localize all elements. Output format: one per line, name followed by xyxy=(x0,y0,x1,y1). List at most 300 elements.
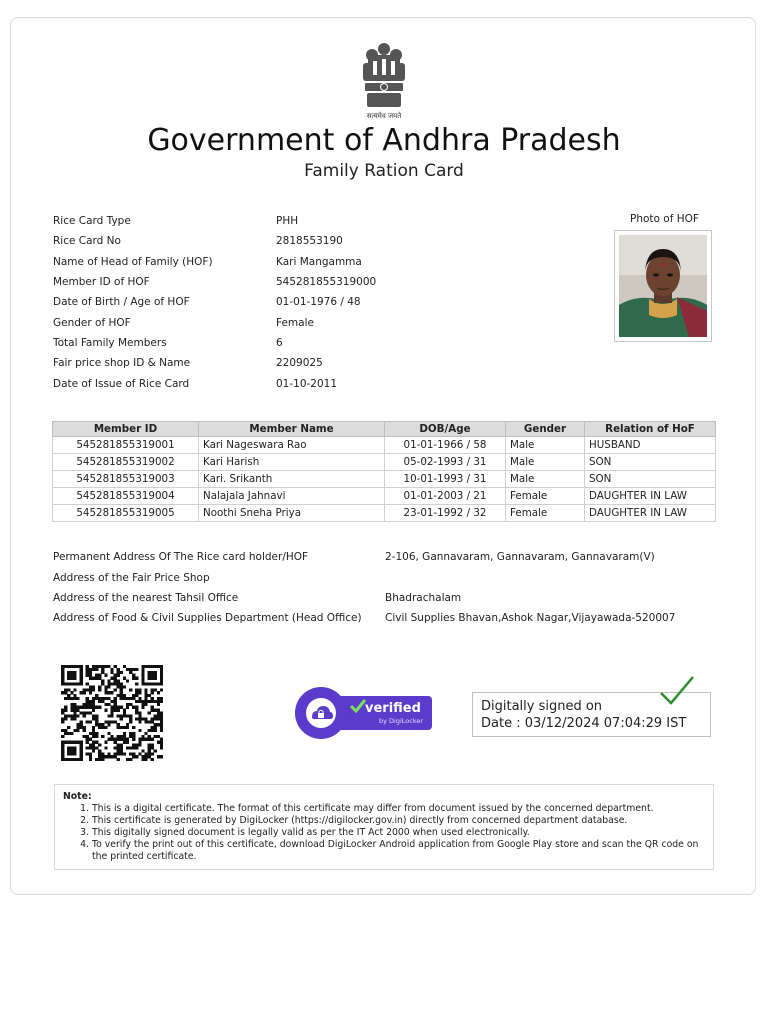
qr-module xyxy=(144,697,147,700)
qr-module xyxy=(80,706,83,709)
qr-module xyxy=(61,735,64,738)
detail-label: Rice Card No xyxy=(53,235,121,247)
note-item: 4. To verify the print out of this certificate, download DigiLocker Android application from Google Play store and scan the QR code on the printed certificate. xyxy=(92,839,705,863)
qr-module xyxy=(73,714,76,717)
qr-module xyxy=(70,703,73,706)
qr-module xyxy=(101,726,104,729)
photo-label: Photo of HOF xyxy=(630,213,699,225)
qr-module xyxy=(80,712,83,715)
qr-module xyxy=(117,758,120,761)
qr-module xyxy=(154,714,157,717)
column-header: Member Name xyxy=(199,422,385,437)
qr-module xyxy=(132,735,135,738)
table-header-row xyxy=(53,422,716,437)
qr-module xyxy=(64,691,67,694)
qr-module xyxy=(80,671,83,674)
qr-module xyxy=(80,744,83,747)
qr-module xyxy=(98,688,101,691)
detail-label: Member ID of HOF xyxy=(53,276,150,288)
qr-module xyxy=(123,709,126,712)
detail-label: Total Family Members xyxy=(53,337,167,349)
qr-module xyxy=(141,755,144,758)
qr-module xyxy=(132,697,135,700)
qr-module xyxy=(126,738,129,741)
qr-module xyxy=(107,682,110,685)
qr-module xyxy=(110,709,113,712)
qr-module xyxy=(117,746,120,749)
detail-value: Kari Mangamma xyxy=(276,256,362,268)
detail-label: Date of Birth / Age of HOF xyxy=(53,296,190,308)
member-id-cell: 545281855319005 xyxy=(53,505,199,522)
qr-module xyxy=(120,714,123,717)
qr-module xyxy=(151,665,154,668)
qr-module xyxy=(86,735,89,738)
qr-module xyxy=(67,682,70,685)
qr-module xyxy=(148,665,151,668)
qr-module xyxy=(138,729,141,732)
qr-module xyxy=(160,741,163,744)
qr-module xyxy=(148,700,151,703)
qr-module xyxy=(141,682,144,685)
qr-module xyxy=(64,714,67,717)
qr-module xyxy=(92,714,95,717)
qr-module xyxy=(144,691,147,694)
qr-module xyxy=(157,682,160,685)
qr-module xyxy=(160,726,163,729)
qr-module xyxy=(107,680,110,683)
qr-module xyxy=(67,694,70,697)
qr-module xyxy=(110,682,113,685)
note-title: Note: xyxy=(63,791,92,802)
qr-module xyxy=(160,680,163,683)
note-box xyxy=(54,784,714,870)
qr-module xyxy=(76,758,79,761)
qr-module xyxy=(64,682,67,685)
qr-module xyxy=(70,749,73,752)
qr-module xyxy=(148,694,151,697)
qr-module xyxy=(123,714,126,717)
qr-module xyxy=(61,729,64,732)
qr-module xyxy=(160,746,163,749)
qr-module xyxy=(101,665,104,668)
qr-module xyxy=(144,717,147,720)
qr-module xyxy=(104,755,107,758)
qr-module xyxy=(129,717,132,720)
qr-module xyxy=(154,717,157,720)
qr-module xyxy=(89,720,92,723)
qr-module xyxy=(86,674,89,677)
table-row xyxy=(53,471,716,488)
qr-module xyxy=(151,746,154,749)
qr-module xyxy=(107,714,110,717)
qr-module xyxy=(117,668,120,671)
qr-module xyxy=(73,729,76,732)
qr-module xyxy=(70,717,73,720)
qr-module xyxy=(80,680,83,683)
detail-value: 01-10-2011 xyxy=(276,378,338,390)
qr-module xyxy=(67,697,70,700)
qr-module xyxy=(86,688,89,691)
qr-module xyxy=(148,752,151,755)
qr-module xyxy=(135,668,138,671)
qr-module xyxy=(120,691,123,694)
qr-module xyxy=(92,688,95,691)
qr-module xyxy=(92,685,95,688)
member-name-cell: Kari Nageswara Rao xyxy=(199,437,385,454)
member-id-cell: 545281855319003 xyxy=(53,471,199,488)
qr-module xyxy=(151,691,154,694)
qr-module xyxy=(61,755,64,758)
qr-module xyxy=(92,749,95,752)
qr-module xyxy=(117,682,120,685)
qr-module xyxy=(83,726,86,729)
qr-module xyxy=(123,712,126,715)
qr-module xyxy=(83,706,86,709)
qr-module xyxy=(126,746,129,749)
qr-module xyxy=(76,741,79,744)
qr-module xyxy=(126,758,129,761)
qr-module xyxy=(92,741,95,744)
qr-module xyxy=(151,682,154,685)
qr-module xyxy=(151,720,154,723)
qr-module xyxy=(160,729,163,732)
gender-cell: Male xyxy=(506,454,585,471)
dob-age-cell: 23-01-1992 / 32 xyxy=(385,505,506,522)
qr-module xyxy=(151,677,154,680)
qr-module xyxy=(73,688,76,691)
qr-module xyxy=(154,726,157,729)
qr-module xyxy=(95,723,98,726)
qr-module xyxy=(64,709,67,712)
note-item: 1. This is a digital certificate. The format of this certificate may differ from document issued by the concerned department. xyxy=(92,803,705,815)
qr-module xyxy=(144,755,147,758)
qr-module xyxy=(95,732,98,735)
qr-module xyxy=(89,671,92,674)
qr-module xyxy=(61,682,64,685)
qr-module xyxy=(154,665,157,668)
qr-module xyxy=(98,674,101,677)
qr-module xyxy=(80,668,83,671)
qr-module xyxy=(92,717,95,720)
qr-module xyxy=(151,671,154,674)
qr-module xyxy=(141,717,144,720)
qr-module xyxy=(151,674,154,677)
qr-module xyxy=(138,712,141,715)
qr-module xyxy=(95,741,98,744)
qr-module xyxy=(129,746,132,749)
qr-module xyxy=(70,706,73,709)
qr-module xyxy=(110,677,113,680)
qr-module xyxy=(89,706,92,709)
qr-module xyxy=(144,688,147,691)
qr-module xyxy=(73,741,76,744)
qr-module xyxy=(95,694,98,697)
qr-module xyxy=(64,697,67,700)
qr-module xyxy=(64,706,67,709)
qr-module xyxy=(132,744,135,747)
qr-code[interactable] xyxy=(61,665,163,761)
qr-module xyxy=(148,674,151,677)
qr-module xyxy=(110,668,113,671)
qr-module xyxy=(151,717,154,720)
qr-module xyxy=(101,671,104,674)
qr-module xyxy=(89,758,92,761)
qr-module xyxy=(129,758,132,761)
qr-module xyxy=(154,749,157,752)
qr-module xyxy=(73,709,76,712)
qr-module xyxy=(98,755,101,758)
qr-module xyxy=(76,709,79,712)
qr-module xyxy=(80,726,83,729)
qr-module xyxy=(114,682,117,685)
qr-module xyxy=(138,700,141,703)
qr-module xyxy=(61,752,64,755)
qr-module xyxy=(120,688,123,691)
qr-module xyxy=(160,720,163,723)
qr-module xyxy=(64,732,67,735)
qr-module xyxy=(67,688,70,691)
qr-module xyxy=(126,668,129,671)
qr-module xyxy=(114,709,117,712)
qr-module xyxy=(141,674,144,677)
qr-module xyxy=(126,723,129,726)
qr-module xyxy=(117,685,120,688)
qr-module xyxy=(70,714,73,717)
qr-module xyxy=(76,697,79,700)
qr-module xyxy=(110,735,113,738)
table-row xyxy=(53,505,716,522)
qr-module xyxy=(135,755,138,758)
qr-module xyxy=(92,744,95,747)
detail-label: Rice Card Type xyxy=(53,215,131,227)
qr-module xyxy=(92,746,95,749)
qr-module xyxy=(80,723,83,726)
qr-module xyxy=(151,758,154,761)
qr-module xyxy=(70,709,73,712)
qr-module xyxy=(76,706,79,709)
qr-module xyxy=(151,726,154,729)
qr-module xyxy=(157,691,160,694)
qr-module xyxy=(70,732,73,735)
qr-module xyxy=(138,738,141,741)
qr-module xyxy=(61,668,64,671)
qr-module xyxy=(95,720,98,723)
qr-module xyxy=(126,703,129,706)
gender-cell: Female xyxy=(506,505,585,522)
relation-cell: HUSBAND xyxy=(585,437,716,454)
qr-module xyxy=(89,691,92,694)
qr-module xyxy=(92,700,95,703)
qr-module xyxy=(67,741,70,744)
relation-cell: DAUGHTER IN LAW xyxy=(585,488,716,505)
qr-module xyxy=(89,700,92,703)
qr-module xyxy=(117,714,120,717)
qr-module xyxy=(129,688,132,691)
qr-module xyxy=(129,735,132,738)
qr-module xyxy=(107,752,110,755)
qr-module xyxy=(126,680,129,683)
qr-module xyxy=(129,703,132,706)
qr-module xyxy=(144,682,147,685)
qr-module xyxy=(141,735,144,738)
qr-module xyxy=(92,732,95,735)
qr-module xyxy=(120,744,123,747)
qr-module xyxy=(114,680,117,683)
qr-module xyxy=(120,738,123,741)
qr-module xyxy=(76,729,79,732)
qr-module xyxy=(114,752,117,755)
qr-module xyxy=(107,755,110,758)
address-value: Bhadrachalam xyxy=(385,592,462,604)
qr-module xyxy=(135,691,138,694)
qr-module xyxy=(114,674,117,677)
qr-module xyxy=(89,674,92,677)
qr-module xyxy=(86,706,89,709)
qr-module xyxy=(67,752,70,755)
qr-module xyxy=(89,688,92,691)
qr-module xyxy=(117,709,120,712)
qr-module xyxy=(61,671,64,674)
qr-module xyxy=(83,688,86,691)
member-name-cell: Kari. Srikanth xyxy=(199,471,385,488)
qr-module xyxy=(132,732,135,735)
qr-module xyxy=(151,744,154,747)
qr-module xyxy=(123,694,126,697)
qr-module xyxy=(114,677,117,680)
detail-value: Female xyxy=(276,317,314,329)
qr-module xyxy=(95,665,98,668)
qr-module xyxy=(95,668,98,671)
qr-module xyxy=(64,717,67,720)
qr-module xyxy=(160,688,163,691)
qr-module xyxy=(123,697,126,700)
qr-module xyxy=(120,752,123,755)
qr-module xyxy=(148,749,151,752)
detail-value: PHH xyxy=(276,215,299,227)
qr-module xyxy=(148,712,151,715)
qr-module xyxy=(141,680,144,683)
qr-module xyxy=(89,746,92,749)
qr-module xyxy=(123,726,126,729)
qr-module xyxy=(126,714,129,717)
qr-module xyxy=(160,755,163,758)
qr-module xyxy=(101,755,104,758)
table-row xyxy=(53,437,716,454)
qr-module xyxy=(160,674,163,677)
qr-module xyxy=(144,700,147,703)
qr-module xyxy=(160,714,163,717)
detail-value: 2209025 xyxy=(276,357,323,369)
qr-module xyxy=(129,714,132,717)
qr-module xyxy=(160,682,163,685)
qr-module xyxy=(141,668,144,671)
qr-module xyxy=(67,726,70,729)
qr-module xyxy=(157,755,160,758)
qr-module xyxy=(86,738,89,741)
qr-module xyxy=(86,682,89,685)
qr-module xyxy=(89,752,92,755)
qr-module xyxy=(98,665,101,668)
qr-module xyxy=(101,668,104,671)
relation-cell: SON xyxy=(585,454,716,471)
qr-module xyxy=(101,682,104,685)
qr-module xyxy=(89,703,92,706)
qr-module xyxy=(160,697,163,700)
green-tick-icon xyxy=(659,675,695,707)
qr-module xyxy=(61,677,64,680)
qr-module xyxy=(160,738,163,741)
qr-module xyxy=(144,694,147,697)
detail-label: Fair price shop ID & Name xyxy=(53,357,191,369)
qr-module xyxy=(114,688,117,691)
qr-module xyxy=(98,685,101,688)
qr-module xyxy=(107,665,110,668)
qr-module xyxy=(89,712,92,715)
qr-module xyxy=(135,746,138,749)
qr-module xyxy=(76,723,79,726)
qr-module xyxy=(83,729,86,732)
qr-module xyxy=(154,671,157,674)
qr-module xyxy=(101,697,104,700)
government-title: Government of Andhra Pradesh xyxy=(147,123,621,158)
qr-module xyxy=(160,668,163,671)
qr-module xyxy=(80,720,83,723)
qr-module xyxy=(104,674,107,677)
qr-module xyxy=(144,752,147,755)
qr-module xyxy=(157,714,160,717)
verified-subtext: by DigiLocker xyxy=(379,717,424,725)
qr-module xyxy=(129,668,132,671)
qr-module xyxy=(132,752,135,755)
qr-module xyxy=(117,726,120,729)
qr-module xyxy=(89,685,92,688)
qr-module xyxy=(101,752,104,755)
qr-module xyxy=(86,668,89,671)
qr-module xyxy=(86,741,89,744)
qr-module xyxy=(141,738,144,741)
qr-module xyxy=(70,665,73,668)
qr-module xyxy=(61,749,64,752)
qr-module xyxy=(132,694,135,697)
qr-module xyxy=(114,720,117,723)
qr-module xyxy=(135,694,138,697)
qr-module xyxy=(141,749,144,752)
qr-module xyxy=(148,729,151,732)
qr-module xyxy=(120,682,123,685)
qr-module xyxy=(141,706,144,709)
detail-value: 01-01-1976 / 48 xyxy=(276,296,361,308)
qr-module xyxy=(144,703,147,706)
qr-module xyxy=(80,755,83,758)
qr-module xyxy=(61,746,64,749)
qr-module xyxy=(148,738,151,741)
qr-module xyxy=(138,744,141,747)
qr-module xyxy=(117,674,120,677)
note-item: 3. This digitally signed document is legally valid as per the IT Act 2000 when used electronically. xyxy=(92,827,705,839)
qr-module xyxy=(86,697,89,700)
qr-module xyxy=(80,752,83,755)
member-id-cell: 545281855319004 xyxy=(53,488,199,505)
qr-module xyxy=(92,726,95,729)
qr-module xyxy=(73,758,76,761)
qr-module xyxy=(76,714,79,717)
hof-photo-frame xyxy=(614,230,712,342)
qr-module xyxy=(80,665,83,668)
qr-module xyxy=(73,749,76,752)
qr-module xyxy=(129,697,132,700)
qr-module xyxy=(148,744,151,747)
qr-module xyxy=(61,709,64,712)
